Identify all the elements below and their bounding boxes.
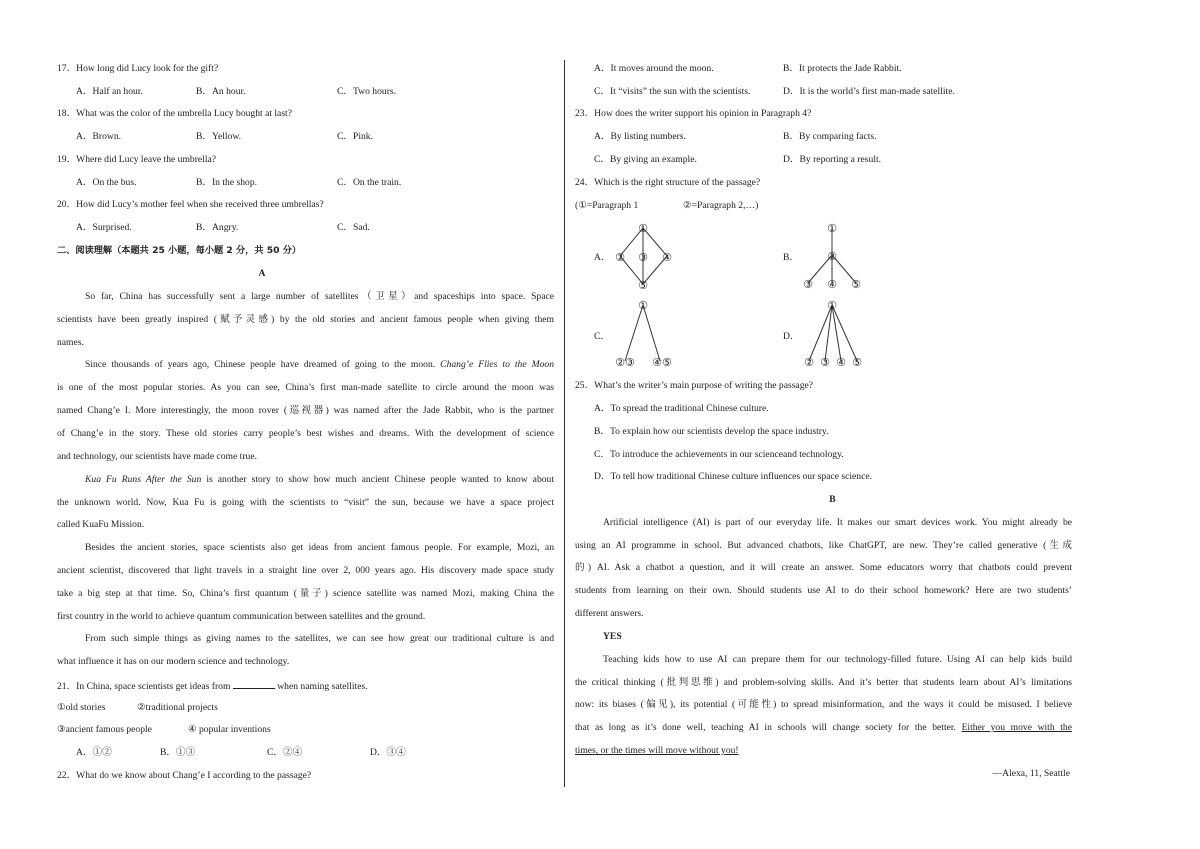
node-1: ① <box>638 299 648 312</box>
q21-item-2: ②traditional projects <box>137 702 218 713</box>
column-divider <box>564 60 565 787</box>
b1-line: Artificial intelligence (AI) is part of our everyday life. It makes our smart devices work. You might already be <box>603 517 1072 528</box>
passage-b-label: B <box>829 494 836 505</box>
node-3: ③ <box>820 356 830 369</box>
q18-option-c: C．Pink. <box>337 131 373 142</box>
p3-line <box>85 474 554 486</box>
answer-blank <box>233 679 275 689</box>
p4-line: take a big step at that time. So, China’s first quantum (量子) science satellite was named Mozi, making China the <box>57 588 554 599</box>
node-2: ② <box>615 251 625 264</box>
q23-option-a: A．By listing numbers. <box>594 131 686 142</box>
q24-option-c: C． <box>594 331 610 342</box>
q23-option-b: B．By comparing facts. <box>783 131 877 142</box>
q22-option-a: A．It moves around the moon. <box>594 63 714 74</box>
q23-stem: 23．How does the writer support his opinion in Paragraph 4? <box>575 108 812 119</box>
structure-diagrams <box>575 215 1072 375</box>
node-1: ① <box>638 222 648 235</box>
node-2: ② <box>827 250 837 263</box>
q22-option-d: D．It is the world’s first man-made satellite. <box>783 86 955 97</box>
b2-line: now: its biases (偏见), its potential (可能性) to spread misinformation, and the ways it could be misused. I believe <box>575 699 1072 710</box>
p1-line: scientists have been greatly inspired (赋予灵感) by the old stories and ancient famous people when giving them <box>57 314 554 325</box>
signature: —Alexa, 11, Seattle <box>992 768 1070 779</box>
q21-option-c: C．②④ <box>267 747 303 758</box>
node-4: ④ <box>662 251 672 264</box>
q20-stem: 20．How did Lucy’s mother feel when she received three umbrellas? <box>57 199 324 210</box>
p3-line: called KuaFu Mission. <box>57 519 145 530</box>
q23-option-d: D．By reporting a result. <box>783 154 882 165</box>
q25-option-a: A．To spread the traditional Chinese culture. <box>594 403 769 414</box>
p2-line <box>85 359 554 371</box>
q22-option-b: B．It protects the Jade Rabbit. <box>783 63 902 74</box>
underlined-sentence: times, or the times will move without you! <box>575 745 739 756</box>
node-5: ⑤ <box>852 356 862 369</box>
q22-option-c: C．It “visits” the sun with the scientists. <box>594 86 751 97</box>
q18-option-b: B．Yellow. <box>196 131 242 142</box>
story-title: Kua Fu Runs After the Sun <box>85 474 202 485</box>
node-3: ③ <box>803 278 813 291</box>
q25-option-b: B．To explain how our scientists develop the space industry. <box>594 426 829 437</box>
node-4: ④ <box>836 356 846 369</box>
b1-line: different answers. <box>575 608 644 619</box>
q21-item-4: ④ popular inventions <box>188 724 271 735</box>
b1-line: students from learning on their own. Should students use AI to do their school homework? Here are two students’ <box>575 585 1072 596</box>
q17-option-b: B．An hour. <box>196 86 246 97</box>
q19-option-c: C．On the train. <box>337 177 402 188</box>
q18-option-a: A．Brown. <box>76 131 122 142</box>
q24-option-b: B． <box>783 252 799 263</box>
q20-option-c: C．Sad. <box>337 222 370 233</box>
b1-line: 的) AI. Ask a chatbot a question, and it will create an answer. Some educators worry that chatbots could prevent <box>575 562 1072 573</box>
p5-line: From such simple things as giving names to the satellites, we can see how great our traditional culture is and <box>85 633 554 644</box>
q24-key-2: ②=Paragraph 2,…) <box>683 200 759 211</box>
q21-stem <box>57 679 368 693</box>
node-5: ⑤ <box>638 279 648 292</box>
section-header: 二、阅读理解（本题共 25 小题，每小题 2 分，共 50 分） <box>57 245 302 256</box>
q25-option-d: D．To tell how traditional Chinese culture influences our space science. <box>594 471 872 482</box>
q21-text: when naming satellites. <box>274 681 368 692</box>
p2-text: Since thousands of years ago, Chinese people have dreamed of going to the moon. <box>85 359 441 370</box>
story-title: Chang’e Flies to the Moon <box>440 359 554 370</box>
node-1: ① <box>827 222 837 235</box>
q19-stem: 19．Where did Lucy leave the umbrella? <box>57 154 217 165</box>
q17-option-a: A．Half an hour. <box>76 86 143 97</box>
q24-option-a: A． <box>594 252 611 263</box>
q21-item-1: ①old stories <box>57 702 106 713</box>
q17-option-c: C．Two hours. <box>337 86 397 97</box>
q24-stem: 24．Which is the right structure of the passage? <box>575 177 761 188</box>
yes-heading: YES <box>603 631 622 642</box>
q21-option-a: A．①② <box>76 747 112 758</box>
q18-stem: 18．What was the color of the umbrella Lucy bought at last? <box>57 108 292 119</box>
p2-line: named Chang’e I. More interestingly, the moon rover (巡视器) was named after the Jade Rabbit, who is the partner <box>57 405 554 416</box>
b2-line <box>575 722 1072 734</box>
node-2: ② <box>804 356 814 369</box>
q24-key-1: (①=Paragraph 1 <box>575 200 639 211</box>
q25-stem: 25．What’s the writer’s main purpose of writing the passage? <box>575 380 814 391</box>
node-1: ① <box>827 299 837 312</box>
p5-line: what influence it has on our modern science and technology. <box>57 656 290 667</box>
node-4: ④ <box>827 278 837 291</box>
node-3: ③ <box>638 251 648 264</box>
q20-option-b: B．Angry. <box>196 222 239 233</box>
p3-text: is another story to show how much ancient Chinese people wanted to know about <box>201 474 554 485</box>
p3-line: the unknown world. Now, Kua Fu is going with the scientists to “visit” the sun, because we have a space project <box>57 497 554 508</box>
q19-option-b: B．In the shop. <box>196 177 258 188</box>
p2-line: of Chang’e in the story. These old stories carry people’s best wishes and dreams. With the development of science <box>57 428 554 439</box>
q21-text: 21．In China, space scientists get ideas from <box>57 681 233 692</box>
p2-line: is one of the most popular stories. As you can see, China’s first man-made satellite to circle around the moon was <box>57 382 554 393</box>
q19-option-a: A．On the bus. <box>76 177 137 188</box>
node-5: ⑤ <box>851 278 861 291</box>
passage-a-label: A <box>258 268 266 279</box>
node-2-3: ②③ <box>615 356 635 369</box>
underlined-sentence: Either you move with the <box>961 722 1072 733</box>
p4-line: Besides the ancient stories, space scientists also get ideas from ancient famous people. For example, Mozi, an <box>85 542 554 553</box>
q21-option-d: D．③④ <box>370 747 406 758</box>
q17-stem: 17．How long did Lucy look for the gift? <box>57 63 219 74</box>
p4-line: ancient scientist, discovered that light travels in a straight line over 2, 000 years ago. His discovery made space study <box>57 565 554 576</box>
b2-line: the critical thinking (批判思维) and problem-solving skills. And it’s better that students learn about AI’s limitations <box>575 677 1072 688</box>
b1-line: using an AI programme in school. But advanced chatbots, like ChatGPT, are new. They’re called generative (生成 <box>575 540 1072 551</box>
q23-option-c: C．By giving an example. <box>594 154 697 165</box>
q21-option-b: B．①③ <box>160 747 196 758</box>
b2-text: that as long as it’s done well, teaching AI in schools will change society for the better. <box>575 722 962 733</box>
q24-option-d: D． <box>783 331 800 342</box>
p1-line: names. <box>57 337 84 348</box>
q21-item-3: ③ancient famous people <box>57 724 152 735</box>
b2-line: Teaching kids how to use AI can prepare them for our technology-filled future. Using AI can help kids build <box>603 654 1072 665</box>
q22-stem: 22．What do we know about Chang’e I according to the passage? <box>57 770 312 781</box>
q20-option-a: A．Surprised. <box>76 222 132 233</box>
p1-line: So far, China has successfully sent a large number of satellites（卫星）and spaceships into space. Space <box>85 291 554 302</box>
p2-line: and technology, our scientists have made come true. <box>57 451 257 462</box>
p4-line: first country in the world to achieve quantum communication between satellites and the ground. <box>57 611 426 622</box>
q25-option-c: C．To introduce the achievements in our scienceand technology. <box>594 449 844 460</box>
node-4-5: ④⑤ <box>652 356 672 369</box>
